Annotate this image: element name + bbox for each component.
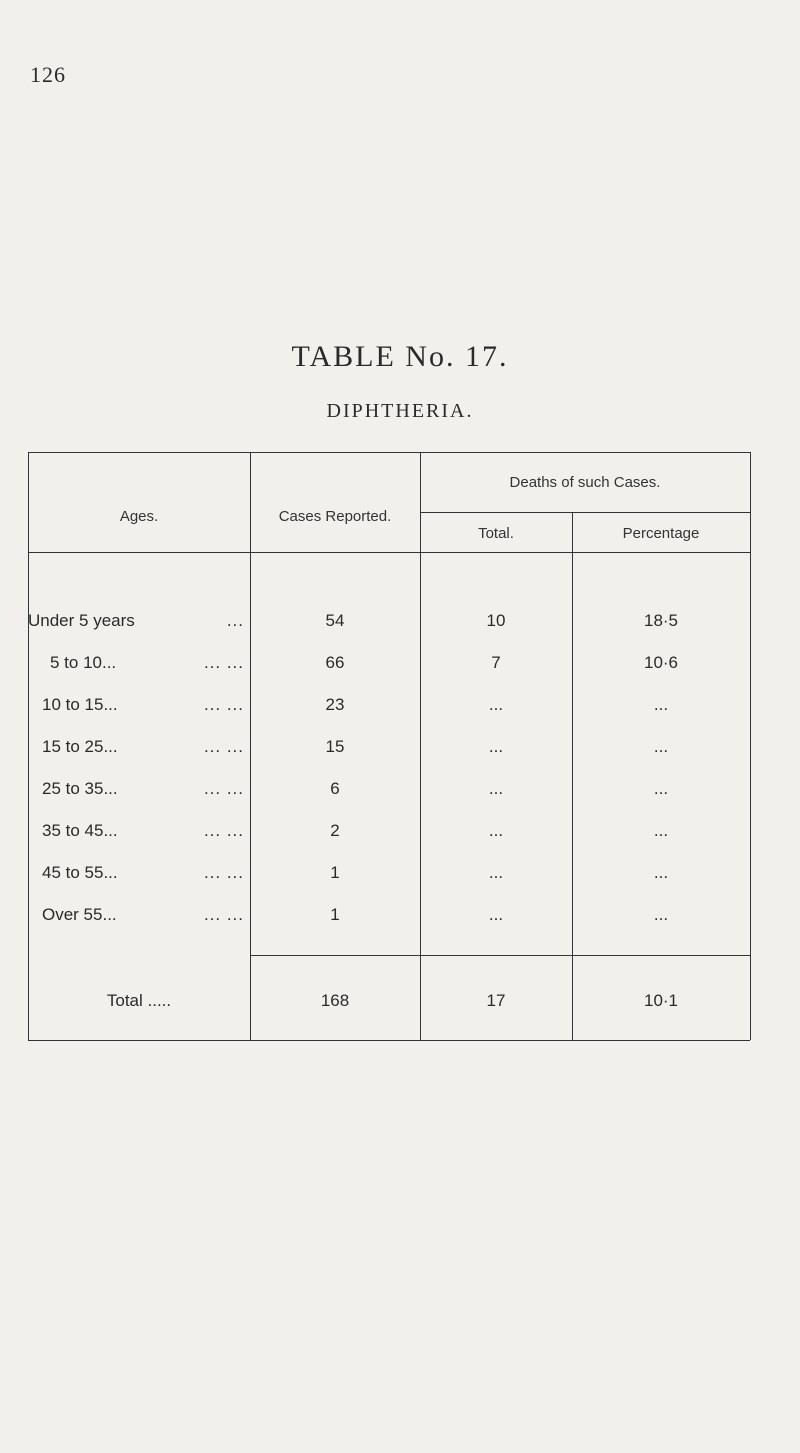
leader-dots: ... ...	[203, 653, 244, 672]
leader-dots: ... ...	[203, 737, 244, 756]
leader-dots: ... ...	[203, 779, 244, 798]
table-cell-percentage: ...	[653, 779, 669, 798]
header-deaths-group: Deaths of such Cases.	[509, 474, 661, 491]
table-subtitle: DIPHTHERIA.	[326, 400, 474, 422]
age-label: 45 to 55...	[42, 863, 118, 882]
header-ages: Ages.	[119, 508, 159, 525]
age-label: 15 to 25...	[42, 737, 118, 756]
table-cell-cases: 2	[330, 821, 340, 840]
table-cell-percentage: 18·5	[643, 611, 679, 630]
age-label: 5 to 10...	[50, 653, 117, 672]
age-label: 25 to 35...	[42, 779, 118, 798]
table-top-rule	[28, 452, 750, 453]
totals-deaths: 17	[486, 991, 506, 1010]
page-number: 126	[30, 62, 66, 87]
header-cases-reported: Cases Reported.	[278, 508, 392, 525]
header-bottom-rule	[28, 552, 750, 553]
table-cell-cases: 1	[330, 905, 340, 924]
header-total: Total.	[478, 525, 514, 542]
leader-dots: ... ...	[203, 905, 244, 924]
table-row-age	[28, 608, 250, 634]
table-cell-percentage: 10·6	[643, 653, 679, 672]
table-cell-percentage: ...	[653, 695, 669, 714]
table-row-age	[28, 818, 250, 844]
totals-cases: 168	[320, 991, 350, 1010]
table-cell-cases: 6	[330, 779, 340, 798]
table-cell-percentage: ...	[653, 821, 669, 840]
leader-dots: ...	[226, 611, 244, 630]
header-percentage: Percentage	[622, 525, 700, 542]
table-cell-cases: 23	[325, 695, 345, 714]
table-row-age	[28, 776, 250, 802]
leader-dots: ... ...	[203, 821, 244, 840]
table-title: TABLE No. 17.	[291, 340, 509, 373]
table-row-age	[28, 650, 250, 676]
table-cell-cases: 66	[325, 653, 345, 672]
table-cell-deaths-total: 10	[486, 611, 506, 630]
age-label: 35 to 45...	[42, 821, 118, 840]
age-label: Under 5 years	[28, 611, 135, 630]
deaths-subheader-rule	[420, 512, 750, 513]
leader-dots: ... ...	[203, 695, 244, 714]
table-row-age	[28, 734, 250, 760]
table-row-age	[28, 902, 250, 928]
totals-label: Total .....	[106, 991, 172, 1010]
table-cell-percentage: ...	[653, 737, 669, 756]
table-cell-cases: 54	[325, 611, 345, 630]
age-label: Over 55...	[42, 905, 117, 924]
table-cell-cases: 1	[330, 863, 340, 882]
age-label: 10 to 15...	[42, 695, 118, 714]
table-cell-cases: 15	[325, 737, 345, 756]
table-row-age	[28, 692, 250, 718]
table-cell-deaths-total: ...	[488, 863, 504, 882]
table-right-border	[750, 452, 751, 1040]
table-row-age	[28, 860, 250, 886]
table-cell-deaths-total: ...	[488, 737, 504, 756]
table-cell-deaths-total: ...	[488, 779, 504, 798]
totals-top-rule	[250, 955, 750, 956]
table-cell-deaths-total: ...	[488, 821, 504, 840]
table-cell-deaths-total: ...	[488, 905, 504, 924]
leader-dots: ... ...	[203, 863, 244, 882]
table-cell-deaths-total: 7	[491, 653, 501, 672]
table-cell-deaths-total: ...	[488, 695, 504, 714]
table-cell-percentage: ...	[653, 905, 669, 924]
table-bottom-rule	[28, 1040, 750, 1041]
totals-percentage: 10·1	[643, 991, 679, 1010]
table-cell-percentage: ...	[653, 863, 669, 882]
